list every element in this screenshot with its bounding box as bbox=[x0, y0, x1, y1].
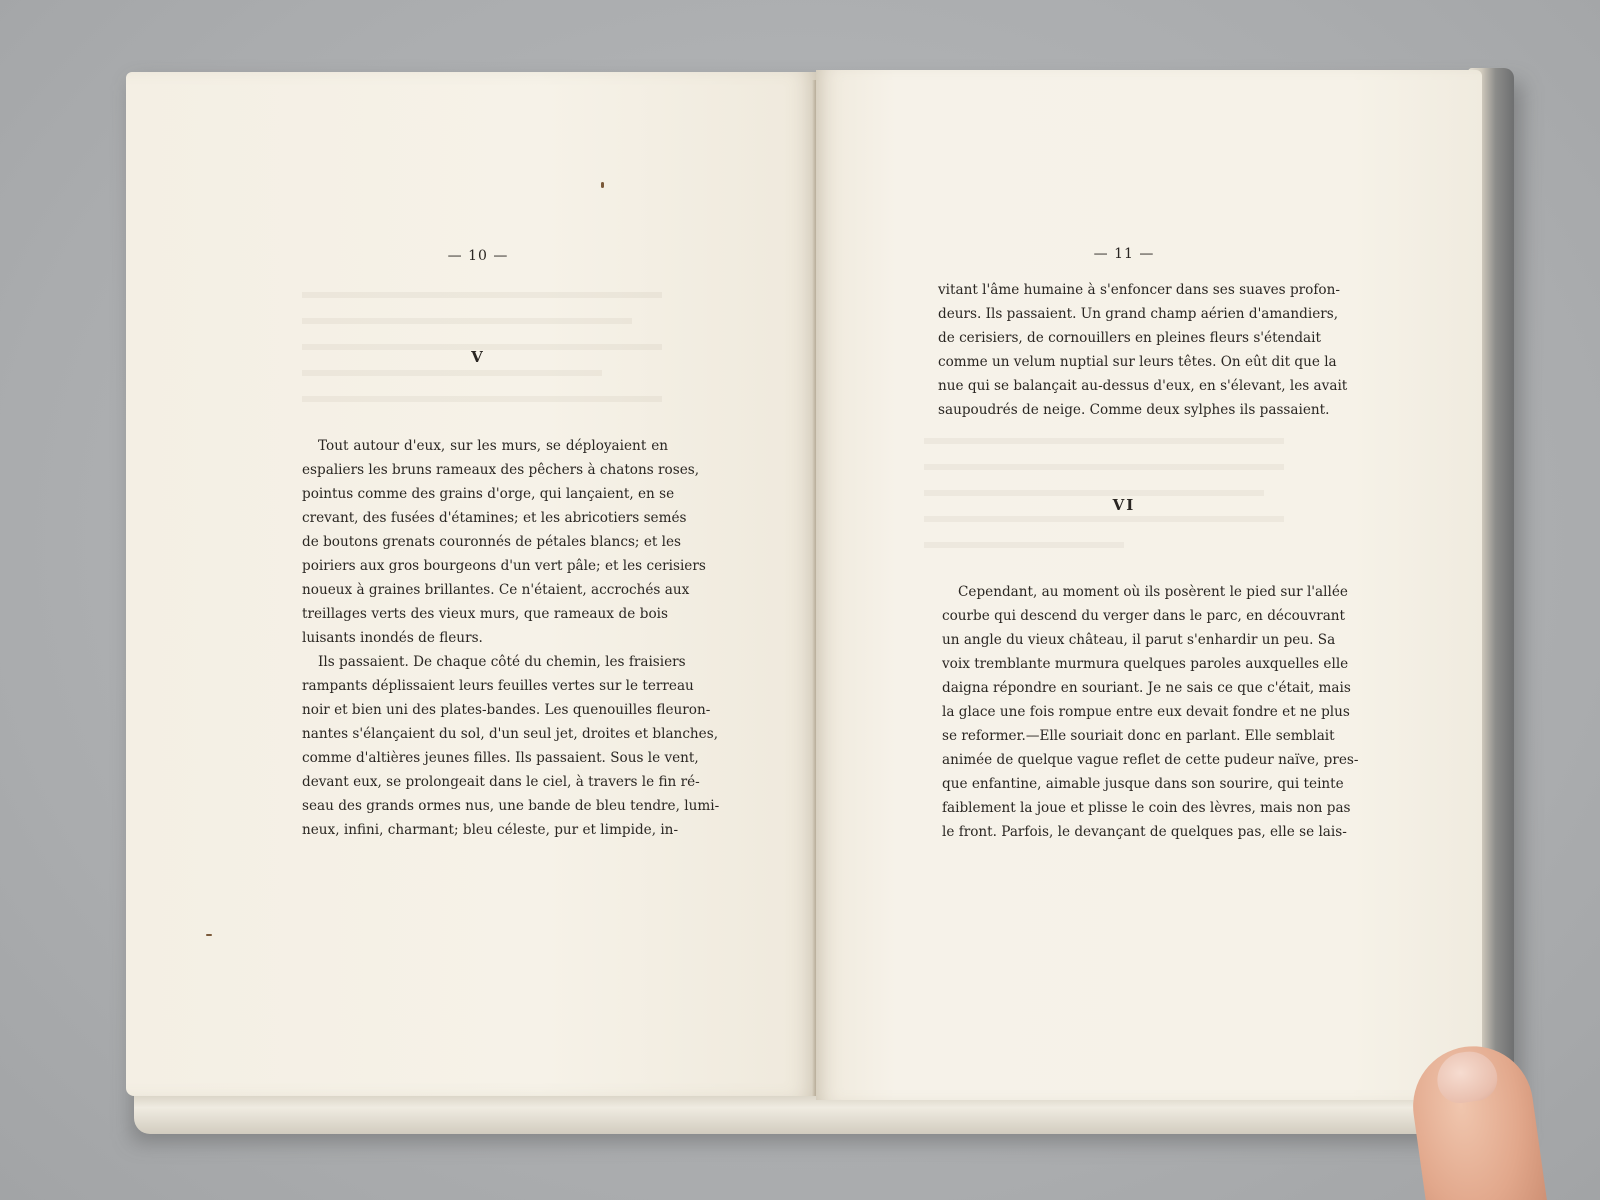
show-through-text bbox=[302, 318, 632, 324]
paper-speck bbox=[206, 934, 212, 936]
text-line: se reformer.—Elle souriait donc en parlant. Elle semblait bbox=[942, 728, 1335, 744]
show-through-text bbox=[924, 542, 1124, 548]
show-through-text bbox=[302, 370, 602, 376]
text-line: Tout autour d'eux, sur les murs, se déployaient en bbox=[318, 438, 668, 454]
show-through-text bbox=[302, 396, 662, 402]
text-line: animée de quelque vague reflet de cette pudeur naïve, pres- bbox=[942, 752, 1359, 768]
text-line: Ils passaient. De chaque côté du chemin, les fraisiers bbox=[318, 654, 686, 670]
chapter-heading: V bbox=[471, 348, 485, 366]
right-page bbox=[816, 70, 1482, 1100]
show-through-text bbox=[924, 464, 1284, 470]
text-line: saupoudrés de neige. Comme deux sylphes ils passaient. bbox=[938, 402, 1330, 418]
text-line: noueux à graines brillantes. Ce n'étaient, accrochés aux bbox=[302, 582, 690, 598]
page-number: — 11 — bbox=[1093, 246, 1155, 262]
text-line: de boutons grenats couronnés de pétales blancs; et les bbox=[302, 534, 682, 550]
text-line: nue qui se balançait au-dessus d'eux, en s'élevant, les avait bbox=[938, 378, 1348, 394]
text-line: de cerisiers, de cornouillers en pleines fleurs s'étendait bbox=[938, 330, 1321, 346]
show-through-text bbox=[924, 516, 1284, 522]
text-line: courbe qui descend du verger dans le parc, en découvrant bbox=[942, 608, 1346, 624]
text-line: deurs. Ils passaient. Un grand champ aérien d'amandiers, bbox=[938, 306, 1339, 322]
left-page bbox=[126, 72, 816, 1096]
chapter-heading: VI bbox=[1112, 496, 1136, 514]
text-line: Cependant, au moment où ils posèrent le pied sur l'allée bbox=[958, 584, 1348, 600]
text-line: nantes s'élançaient du sol, d'un seul jet, droites et blanches, bbox=[302, 726, 719, 742]
text-line: faiblement la joue et plisse le coin des lèvres, mais non pas bbox=[942, 800, 1351, 816]
text-line: poiriers aux gros bourgeons d'un vert pâle; et les cerisiers bbox=[302, 558, 706, 574]
text-line: voix tremblante murmura quelques paroles auxquelles elle bbox=[942, 656, 1349, 672]
text-line: espaliers les bruns rameaux des pêchers à chatons roses, bbox=[302, 462, 700, 478]
text-line: un angle du vieux château, il parut s'enhardir un peu. Sa bbox=[942, 632, 1336, 648]
text-line: treillages verts des vieux murs, que rameaux de bois bbox=[302, 606, 668, 622]
text-line: neux, infini, charmant; bleu céleste, pur et limpide, in- bbox=[302, 822, 679, 838]
body-text-continued bbox=[938, 278, 1348, 422]
text-line: comme d'altières jeunes filles. Ils passaient. Sous le vent, bbox=[302, 750, 699, 766]
show-through-text bbox=[302, 292, 662, 298]
text-line: le front. Parfois, le devançant de quelques pas, elle se lais- bbox=[942, 824, 1347, 840]
show-through-text bbox=[924, 438, 1284, 444]
paper-speck bbox=[601, 182, 604, 188]
text-line: vitant l'âme humaine à s'enfoncer dans ses suaves profon- bbox=[938, 282, 1340, 298]
text-line: comme un velum nuptial sur leurs têtes. On eût dit que la bbox=[938, 354, 1337, 370]
text-line: seau des grands ormes nus, une bande de bleu tendre, lumi- bbox=[302, 798, 720, 814]
text-line: que enfantine, aimable jusque dans son sourire, qui teinte bbox=[942, 776, 1344, 792]
text-line: rampants déplissaient leurs feuilles vertes sur le terreau bbox=[302, 678, 694, 694]
text-line: crevant, des fusées d'étamines; et les abricotiers semés bbox=[302, 510, 687, 526]
text-line: pointus comme des grains d'orge, qui lançaient, en se bbox=[302, 486, 675, 502]
text-line: la glace une fois rompue entre eux devait fondre et ne plus bbox=[942, 704, 1350, 720]
page-number: — 10 — bbox=[447, 248, 509, 264]
text-line: devant eux, se prolongeait dans le ciel, à travers le fin ré- bbox=[302, 774, 700, 790]
text-line: daigna répondre en souriant. Je ne sais ce que c'était, mais bbox=[942, 680, 1351, 696]
text-line: noir et bien uni des plates-bandes. Les quenouilles fleuron- bbox=[302, 702, 711, 718]
body-text bbox=[942, 580, 1359, 844]
body-text bbox=[302, 434, 720, 842]
text-line: luisants inondés de fleurs. bbox=[302, 630, 483, 646]
